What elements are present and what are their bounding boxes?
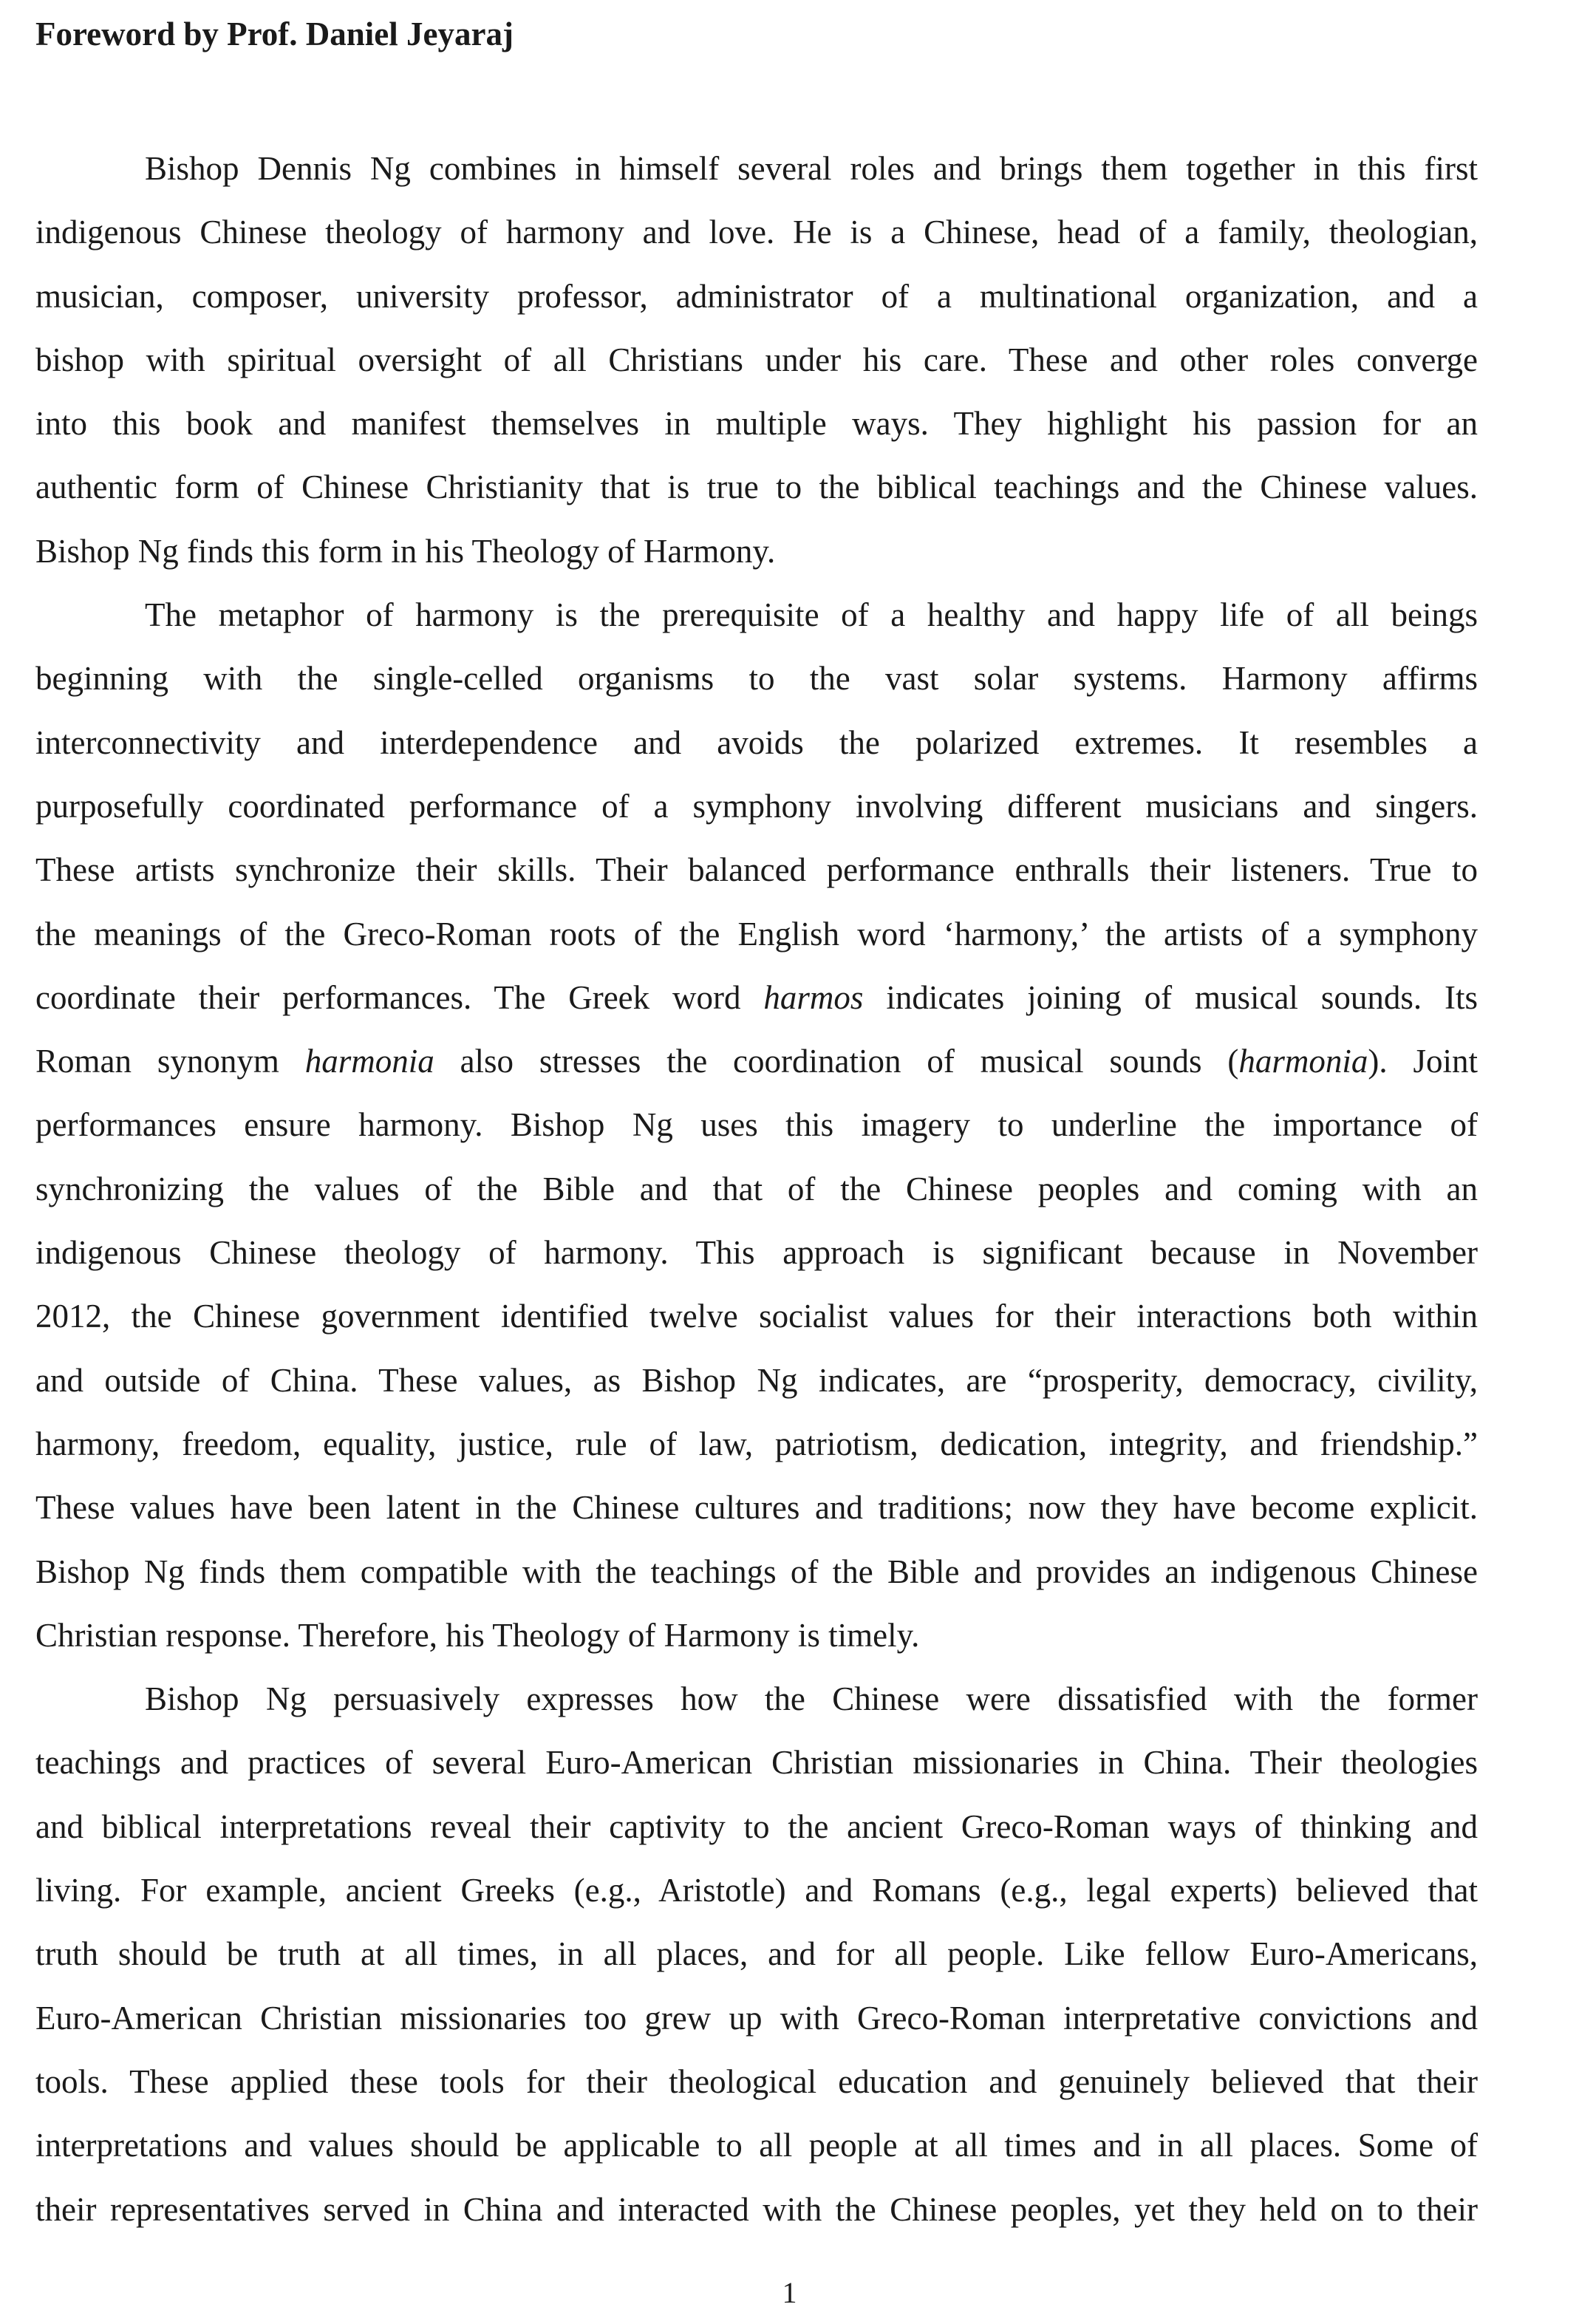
page-number: 1 [782, 2276, 797, 2309]
text-line: teachings and practices of several Euro-American Christian missionaries in China. Their theologies [35, 1744, 1478, 1782]
text-line: Christian response. Therefore, his Theology of Harmony is timely. [35, 1616, 920, 1654]
text-line: Roman synonym harmonia also stresses the coordination of musical sounds (harmonia). Joint [35, 1043, 1478, 1080]
body-text [35, 137, 1478, 2241]
italic-term: harmos [763, 978, 864, 1016]
text-line: indigenous Chinese theology of harmony and love. He is a Chinese, head of a family, theologian, [35, 214, 1478, 251]
italic-term: harmonia [304, 1043, 434, 1080]
text-line: the meanings of the Greco-Roman roots of the English word ‘harmony,’ the artists of a symphony [35, 915, 1478, 953]
text-line: coordinate their performances. The Greek word harmos indicates joining of musical sounds. Its [35, 978, 1478, 1016]
text-line: Bishop Ng finds this form in his Theology of Harmony. [35, 532, 776, 570]
text-line: Bishop Ng persuasively expresses how the Chinese were dissatisfied with the former [145, 1680, 1478, 1718]
text-line: Euro-American Christian missionaries too grew up with Greco-Roman interpretative convictions and [35, 1999, 1478, 2037]
text-line: living. For example, ancient Greeks (e.g., Aristotle) and Romans (e.g., legal experts) believed that [35, 1872, 1478, 1909]
text-line: into this book and manifest themselves in multiple ways. They highlight his passion for an [35, 405, 1478, 443]
text-line: Bishop Ng finds them compatible with the teachings of the Bible and provides an indigenous Chinese [35, 1553, 1478, 1590]
text-line: harmony, freedom, equality, justice, rule of law, patriotism, dedication, integrity, and friendship.” [35, 1425, 1478, 1462]
text-line: truth should be truth at all times, in all places, and for all people. Like fellow Euro-Americans, [35, 1935, 1478, 1973]
text-line: beginning with the single-celled organisms to the vast solar systems. Harmony affirms [35, 660, 1478, 698]
text-line: tools. These applied these tools for their theological education and genuinely believed that their [35, 2062, 1478, 2100]
text-line: 2012, the Chinese government identified twelve socialist values for their interactions both within [35, 1298, 1478, 1335]
text-line: The metaphor of harmony is the prerequisite of a healthy and happy life of all beings [145, 596, 1478, 634]
text-line: authentic form of Chinese Christianity that is true to the biblical teachings and the Chinese values. [35, 468, 1478, 506]
text-line: and biblical interpretations reveal their captivity to the ancient Greco-Roman ways of thinking and [35, 1807, 1478, 1845]
text-line: These values have been latent in the Chinese cultures and traditions; now they have become explicit. [35, 1489, 1478, 1527]
text-line: purposefully coordinated performance of a symphony involving different musicians and singers. [35, 787, 1478, 825]
paragraph [35, 583, 1478, 1667]
text-line: indigenous Chinese theology of harmony. This approach is significant because in November [35, 1234, 1478, 1272]
text-line: and outside of China. These values, as Bishop Ng indicates, are “prosperity, democracy, civility, [35, 1361, 1478, 1399]
text-line: interconnectivity and interdependence and avoids the polarized extremes. It resembles a [35, 723, 1478, 761]
document-page [35, 0, 1478, 2324]
text-line: musician, composer, university professor, administrator of a multinational organization, and a [35, 277, 1478, 315]
text-line: Bishop Dennis Ng combines in himself several roles and brings them together in this first [145, 150, 1478, 187]
paragraph [35, 1667, 1478, 2241]
text-line: their representatives served in China and interacted with the Chinese peoples, yet they held on to their [35, 2190, 1478, 2228]
page-title: Foreword by Prof. Daniel Jeyaraj [35, 16, 514, 52]
text-line: synchronizing the values of the Bible and that of the Chinese peoples and coming with an [35, 1170, 1478, 1207]
text-line: performances ensure harmony. Bishop Ng uses this imagery to underline the importance of [35, 1106, 1478, 1144]
italic-term: harmonia [1238, 1043, 1368, 1080]
text-line: interpretations and values should be applicable to all people at all times and in all places. Some of [35, 2127, 1478, 2164]
text-line: bishop with spiritual oversight of all Christians under his care. These and other roles converge [35, 341, 1478, 378]
paragraph [35, 137, 1478, 583]
text-line: These artists synchronize their skills. Their balanced performance enthralls their listeners. True to [35, 851, 1478, 889]
